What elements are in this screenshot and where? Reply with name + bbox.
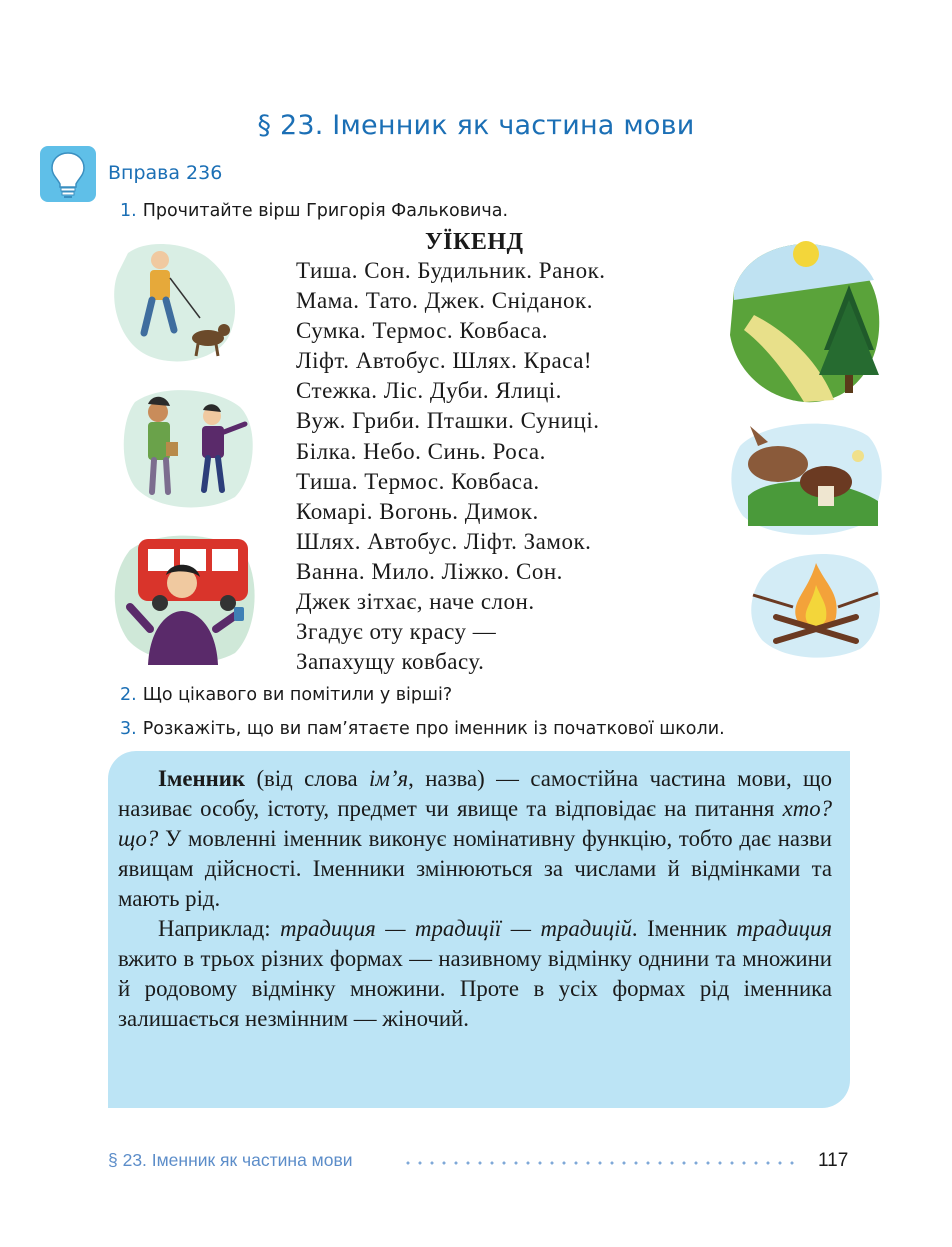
poem-title: УЇКЕНД: [425, 229, 524, 255]
poem-line: Білка. Небо. Синь. Роса.: [296, 438, 546, 464]
task-number: 1.: [120, 201, 137, 221]
task-text: Розкажіть, що ви пам’ятаєте про іменник із початкової школи.: [142, 719, 725, 739]
family-illustration: [120, 382, 260, 512]
task-text: Що цікавого ви помітили у вірші?: [142, 685, 453, 705]
forest-landscape-illustration: [724, 230, 884, 410]
rule-text-span: Наприклад:: [158, 916, 281, 941]
poem-line: Сумка. Термос. Ковбаса.: [296, 318, 549, 344]
rule-text-span: , назва) — самостійна частина мови, що називає особу, істоту, предмет чи явище та відповідає на питання: [118, 766, 832, 821]
rule-paragraph: [118, 764, 832, 914]
task-number: 3.: [120, 719, 137, 739]
rule-text-span: (від слова: [245, 766, 370, 791]
rule-italic: ім’я: [369, 766, 409, 791]
rule-text-span: У мовленні іменник виконує номінативну функцію, тобто дає назви явищам дійсності. Іменники змінюються за числами й відмінками та мають рід.: [118, 826, 832, 911]
rule-italic: традиция — традиції — традицій: [280, 916, 632, 941]
task-item: [120, 201, 508, 221]
poem-line: Джек зітхає, наче слон.: [296, 589, 535, 615]
rule-italic: традиция: [736, 916, 833, 941]
rule-paragraph: [118, 914, 832, 1034]
footer-dotted-leader: [402, 1161, 802, 1165]
poem-line: Тиша. Термос. Ковбаса.: [296, 468, 540, 494]
task-item: [120, 685, 452, 705]
poem-line: Стежка. Ліс. Дуби. Ялиці.: [296, 378, 562, 404]
poem-line: Ліфт. Автобус. Шлях. Краса!: [296, 348, 593, 374]
task-text: Прочитайте вірш Григорія Фальковича.: [142, 201, 509, 221]
rule-term: Іменник: [158, 766, 246, 791]
rule-text: [118, 764, 832, 1034]
campfire-illustration: [748, 545, 883, 660]
poem-line: Тиша. Сон. Будильник. Ранок.: [296, 258, 606, 283]
poem-line: Мама. Тато. Джек. Сніданок.: [296, 288, 593, 314]
page-number: 117: [818, 1150, 849, 1171]
poem-line: Згадує оту красу —: [296, 619, 497, 645]
poem-line: Запахущу ковбасу.: [296, 649, 485, 675]
task-number: 2.: [120, 685, 137, 705]
squirrel-mushroom-illustration: [728, 416, 888, 536]
rule-text-span: вжито в трьох різних формах — називному відмінку однини та множини й родовому відмінку множини. Проте в усіх формах рід іменника залишається незмінним — жіночий.: [118, 946, 832, 1031]
lightbulb-icon: [40, 146, 96, 202]
poem-line: Шлях. Автобус. Ліфт. Замок.: [296, 528, 592, 554]
task-item: [120, 719, 725, 739]
poem: [296, 256, 606, 677]
poem-line: Комарі. Вогонь. Димок.: [296, 498, 539, 524]
boy-walking-dog-illustration: [108, 238, 248, 373]
boy-with-bus-illustration: [110, 525, 260, 670]
exercise-label: Вправа 236: [108, 162, 223, 184]
section-heading: § 23. Іменник як частина мови: [257, 110, 695, 141]
rule-italic: хто? що?: [118, 796, 832, 851]
poem-line: Ванна. Мило. Ліжко. Сон.: [296, 558, 563, 584]
footer-section-title: § 23. Іменник як частина мови: [108, 1150, 353, 1170]
poem-line: Вуж. Гриби. Пташки. Суниці.: [296, 408, 600, 434]
rule-text-span: . Іменник: [631, 916, 737, 941]
